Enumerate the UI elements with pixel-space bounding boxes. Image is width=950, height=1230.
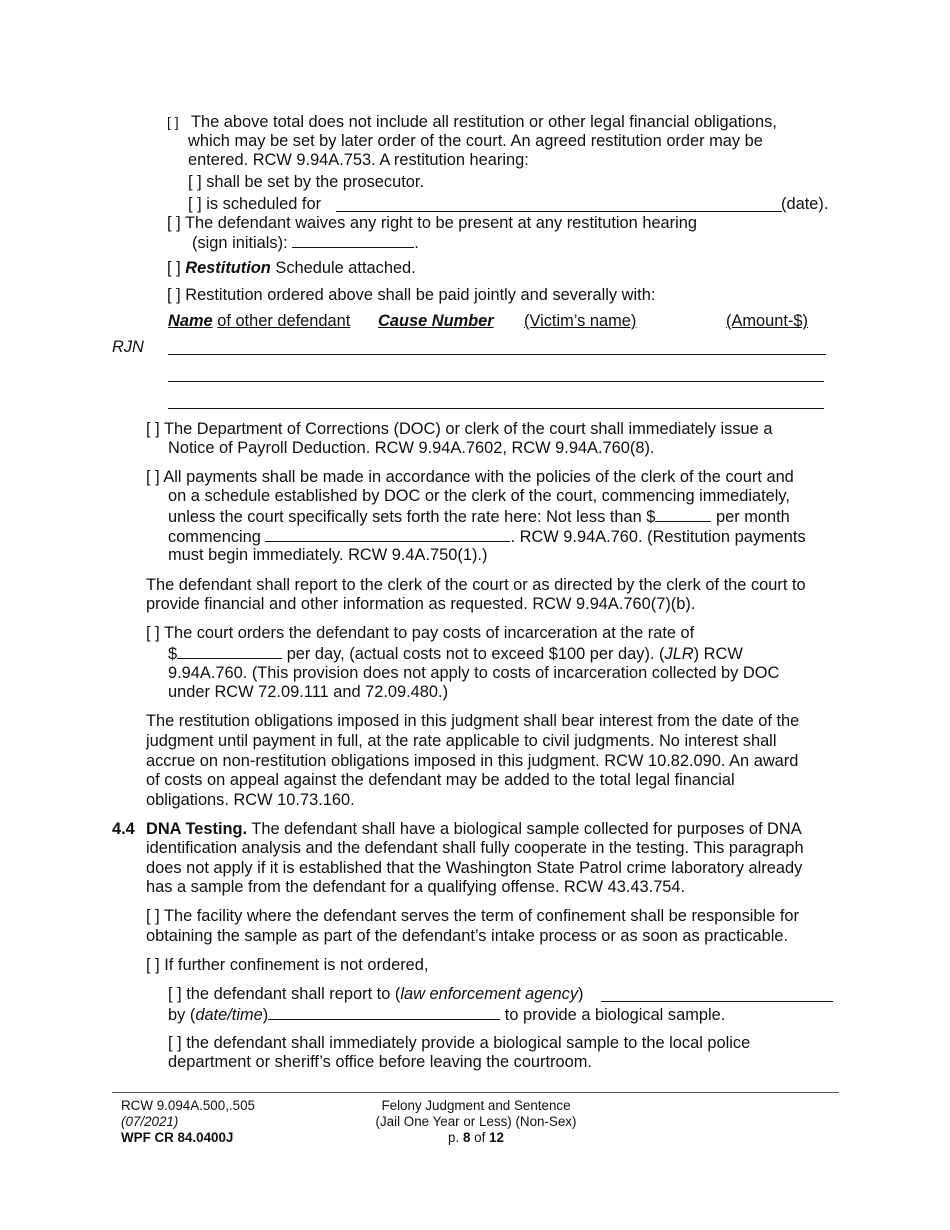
waiver-period: .: [414, 234, 419, 252]
restitution-total-note-line2: which may be set by later order of the court. An agreed restitution order may be: [188, 132, 763, 150]
interest-line1: The restitution obligations imposed in this judgment shall bear interest from the date of the: [146, 712, 800, 730]
rjn-label: RJN: [112, 338, 144, 356]
footer-date: (07/2021): [121, 1114, 179, 1129]
incarceration-line1: [146, 624, 694, 644]
page-prefix: p.: [448, 1130, 460, 1145]
schedule-bold: Restitution: [185, 259, 271, 277]
col-name-bold: Name: [168, 312, 213, 330]
by-b: date/time: [195, 1006, 263, 1024]
hearing-date-field[interactable]: [336, 197, 782, 212]
restitution-total-note-line3: entered. RCW 9.94A.753. A restitution hearing:: [188, 151, 529, 169]
page-number: 8: [462, 1130, 471, 1145]
footer-subtitle: (Jail One Year or Less) (Non-Sex): [375, 1114, 577, 1129]
jointly-text: Restitution ordered above shall be paid jointly and severally with:: [185, 286, 656, 304]
facility-line1: [146, 907, 799, 927]
payroll-text-1: The Department of Corrections (DOC) or clerk of the court shall immediately issue a: [163, 420, 773, 438]
payments-line2: on a schedule established by DOC or the clerk of the court, commencing immediately,: [168, 487, 790, 505]
per-day-text: per day, (actual costs not to exceed $100 per day). (: [286, 645, 665, 663]
page-of: of: [474, 1130, 486, 1145]
immediate-line2: department or sheriff’s office before leaving the courtroom.: [168, 1053, 592, 1071]
payments-line1: [146, 468, 794, 488]
by-d: to provide a biological sample.: [504, 1006, 726, 1024]
incarceration-line4: under RCW 72.09.111 and 72.09.480.): [168, 683, 449, 701]
payments-line5: must begin immediately. RCW 9.4A.750(1).): [168, 546, 488, 564]
footer-rcw: RCW 9.094A.500,.505: [121, 1098, 255, 1113]
jointly-checkbox[interactable]: [ ]: [167, 286, 181, 304]
payroll-checkbox[interactable]: [ ]: [146, 420, 160, 438]
report-line2: provide financial and other information as requested. RCW 9.94A.760(7)(b).: [146, 595, 696, 613]
agency-field[interactable]: [601, 987, 833, 1002]
dna-line2: identification analysis and the defendant shall fully cooperate in the testing. This paragraph: [146, 839, 804, 857]
date-time-field[interactable]: [268, 1005, 500, 1020]
rcw-text: ) RCW: [693, 645, 743, 663]
date-suffix: (date).: [781, 195, 829, 213]
col-header-amount: (Amount-$): [726, 312, 808, 330]
col-header-name: [168, 312, 350, 332]
interest-line2: judgment until payment in full, at the rate applicable to civil judgments. No interest shall: [146, 732, 777, 750]
report-agency-b: law enforcement agency: [400, 985, 579, 1003]
payments-rate-label: unless the court specifically sets forth the rate here: Not less than $: [168, 508, 656, 526]
further-confinement: [146, 956, 428, 976]
schedule-rest: Schedule attached.: [275, 259, 416, 277]
monthly-amount-field[interactable]: [655, 507, 711, 522]
col-header-cause: Cause Number: [378, 312, 494, 330]
further-text: If further confinement is not ordered,: [164, 956, 429, 974]
daily-rate-field[interactable]: [177, 644, 282, 659]
codefendant-line-2[interactable]: [168, 381, 824, 382]
waiver-line2: [192, 233, 419, 254]
commencing-date-field[interactable]: [265, 527, 510, 542]
facility-text-1: The facility where the defendant serves the term of confinement shall be responsible for: [163, 907, 799, 925]
footer-page: [336, 1130, 616, 1146]
footer-divider: [112, 1092, 839, 1093]
dna-line4: has a sample from the defendant for a qualifying offense. RCW 43.43.754.: [146, 878, 686, 896]
waiver-initials-label: (sign initials):: [192, 234, 288, 252]
scheduled-option: [188, 195, 321, 215]
payments-checkbox[interactable]: [ ]: [146, 468, 160, 486]
dollar-sign: $: [168, 645, 178, 663]
by-date-line: [168, 1005, 725, 1026]
codefendant-line-3[interactable]: [168, 408, 824, 409]
prosecutor-checkbox[interactable]: [ ]: [188, 173, 202, 191]
incarceration-line3: 9.94A.760. (This provision does not apply to costs of incarceration collected by DOC: [168, 664, 780, 682]
col-header-victim: (Victim’s name): [524, 312, 637, 330]
prosecutor-option-label: shall be set by the prosecutor.: [206, 173, 424, 191]
dna-line1: [146, 820, 802, 840]
section-number: 4.4: [112, 820, 135, 838]
report-agency-line: [168, 985, 584, 1005]
scheduled-label: is scheduled for: [206, 195, 322, 213]
col-name-rest: of other defendant: [217, 312, 351, 330]
payroll-line2: Notice of Payroll Deduction. RCW 9.94A.7602, RCW 9.94A.760(8).: [168, 439, 655, 457]
interest-line3: accrue on non-restitution obligations imposed in this judgment. RCW 10.82.090. An award: [146, 752, 799, 770]
by-c: ): [262, 1006, 269, 1024]
jlr-label: JLR: [664, 645, 694, 663]
waiver-line1: [167, 214, 697, 234]
report-line1: The defendant shall report to the clerk of the court or as directed by the clerk of the court to: [146, 576, 806, 594]
immediate-text-1: the defendant shall immediately provide a biological sample to the local police: [186, 1034, 751, 1052]
restitution-total-checkbox[interactable]: [ ]: [167, 114, 179, 130]
initials-field[interactable]: [292, 233, 414, 248]
scheduled-checkbox[interactable]: [ ]: [188, 195, 202, 213]
incarceration-checkbox[interactable]: [ ]: [146, 624, 160, 642]
waiver-checkbox[interactable]: [ ]: [167, 214, 181, 232]
commencing-label: commencing: [168, 528, 261, 546]
page-total: 12: [489, 1130, 504, 1145]
restitution-total-note-line1: The above total does not include all restitution or other legal financial obligations,: [191, 113, 777, 131]
report-agency-a: the defendant shall report to (: [186, 985, 401, 1003]
prosecutor-option: [188, 173, 424, 193]
schedule-checkbox[interactable]: [ ]: [167, 259, 181, 277]
payments-line4: [168, 527, 806, 548]
dna-heading: DNA Testing.: [146, 820, 248, 838]
codefendant-line-1[interactable]: [168, 354, 826, 355]
immediate-checkbox[interactable]: [ ]: [168, 1034, 182, 1052]
payroll-line1: [146, 420, 772, 440]
facility-line2: obtaining the sample as part of the defendant’s intake process or as soon as practicable.: [146, 927, 789, 945]
per-month-label: per month: [715, 508, 790, 526]
interest-line5: obligations. RCW 10.73.160.: [146, 791, 355, 809]
payments-line3: [168, 507, 790, 528]
facility-checkbox[interactable]: [ ]: [146, 907, 160, 925]
report-agency-checkbox[interactable]: [ ]: [168, 985, 182, 1003]
dna-text-1: The defendant shall have a biological sample collected for purposes of DNA: [251, 820, 802, 838]
footer-form: WPF CR 84.0400J: [121, 1130, 234, 1145]
footer-center: [336, 1098, 616, 1146]
waiver-text: The defendant waives any right to be present at any restitution hearing: [184, 214, 698, 232]
footer-left: [121, 1098, 255, 1146]
further-checkbox[interactable]: [ ]: [146, 956, 160, 974]
incarceration-line2: [168, 644, 743, 665]
report-agency-c: ): [578, 985, 584, 1003]
payments-text-1: All payments shall be made in accordance with the policies of the clerk of the court and: [163, 468, 794, 486]
footer-title: Felony Judgment and Sentence: [381, 1098, 571, 1113]
jointly-severally: [167, 286, 655, 306]
schedule-attached: [167, 259, 416, 279]
immediate-line1: [168, 1034, 750, 1054]
dna-line3: does not apply if it is established that the Washington State Patrol crime laboratory already: [146, 859, 803, 877]
incarceration-text-1: The court orders the defendant to pay costs of incarceration at the rate of: [163, 624, 695, 642]
interest-line4: of costs on appeal against the defendant may be added to the total legal financial: [146, 771, 735, 789]
by-a: by (: [168, 1006, 196, 1024]
payments-rcw: . RCW 9.94A.760. (Restitution payments: [510, 528, 806, 546]
